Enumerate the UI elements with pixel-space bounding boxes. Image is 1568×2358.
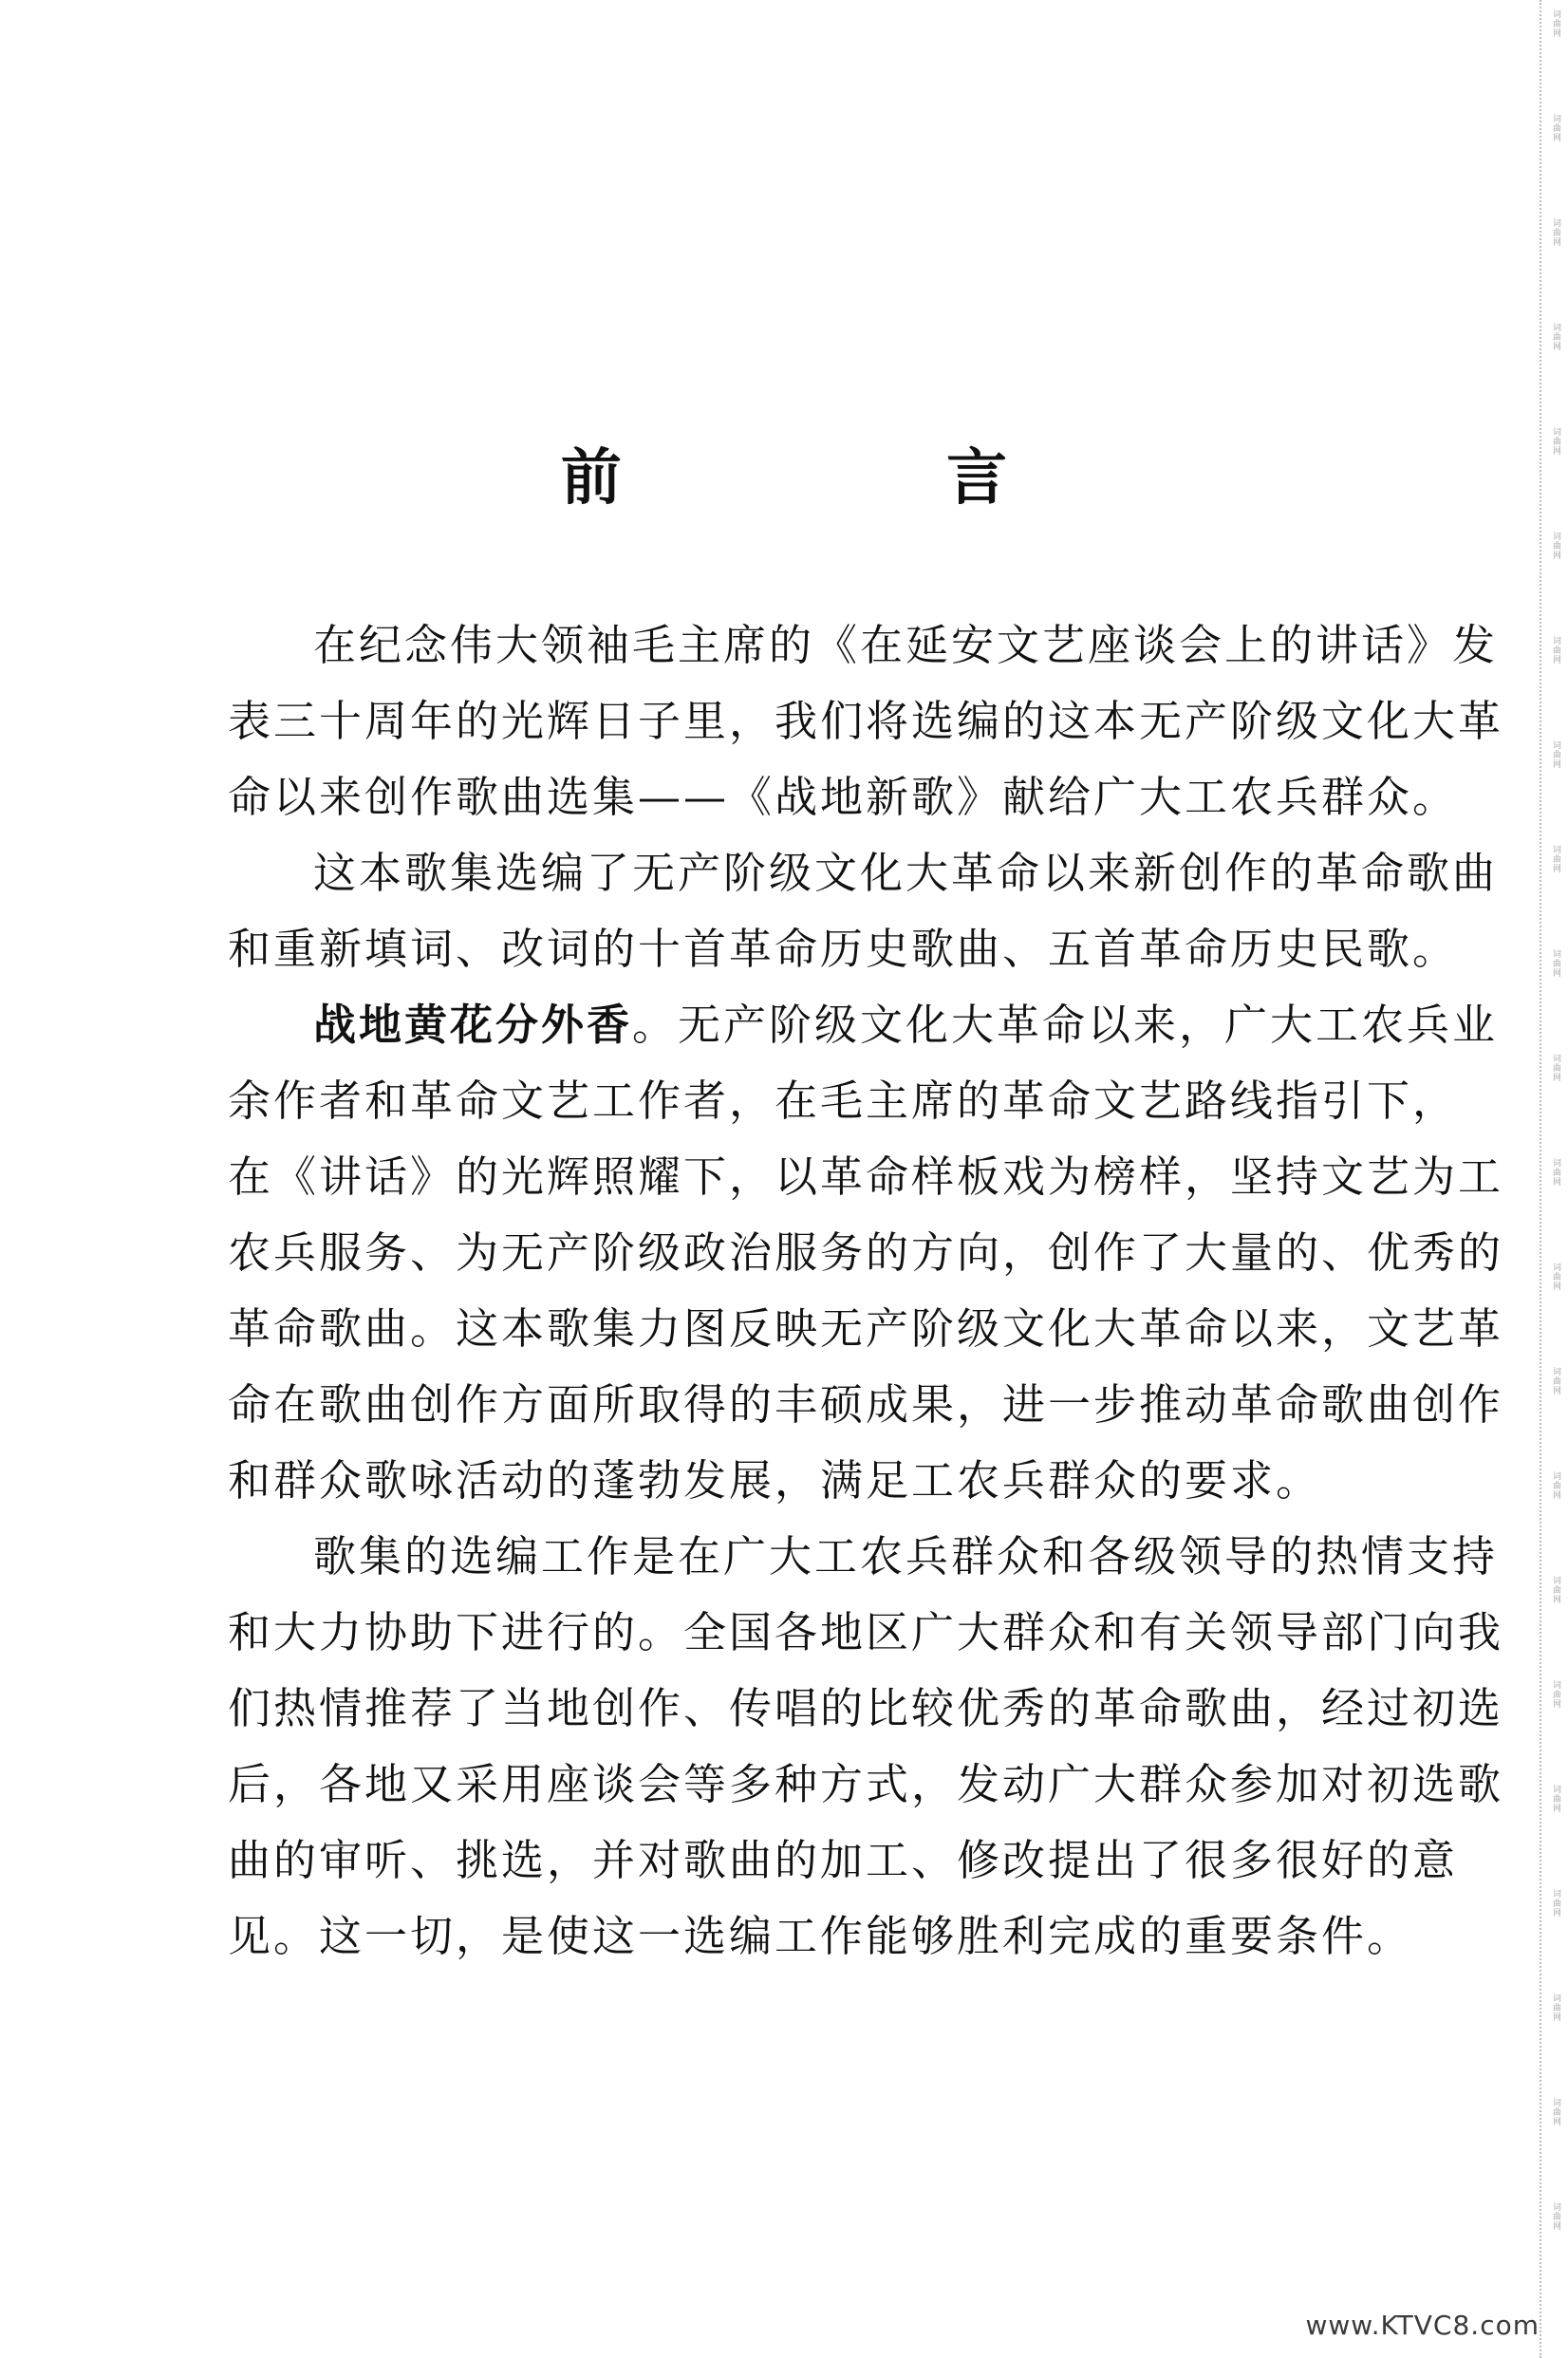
side-watermark: 词曲网	[1551, 1993, 1560, 2022]
text-line: 歌集的选编工作是在广大工农兵群众和各级领导的热情支持	[313, 1531, 1499, 1581]
side-watermark: 词曲网	[1551, 2202, 1560, 2231]
text-line: 在《讲话》的光辉照耀下，以革命样板戏为榜样，坚持文艺为工	[228, 1151, 1504, 1202]
text-line: 命以来创作歌曲选集——《战地新歌》献给广大工农兵群众。	[228, 772, 1459, 822]
side-watermark: 词曲网	[1551, 532, 1560, 560]
text-line: 在纪念伟大领袖毛主席的《在延安文艺座谈会上的讲话》发	[313, 620, 1499, 670]
text-line: 和大力协助下进行的。全国各地区广大群众和有关领导部门向我	[228, 1607, 1504, 1657]
text-line: 表三十周年的光辉日子里，我们将选编的这本无产阶级文化大革	[228, 696, 1504, 746]
page-title: 前 言	[560, 442, 1160, 514]
side-watermark: 词曲网	[1551, 2098, 1560, 2126]
side-watermark: 词曲网	[1551, 1576, 1560, 1604]
side-watermark: 词曲网	[1551, 1054, 1560, 1082]
side-watermark: 词曲网	[1551, 218, 1560, 247]
text-line: 余作者和革命文艺工作者，在毛主席的革命文艺路线指引下，	[228, 1076, 1459, 1126]
side-watermark: 词曲网	[1551, 1158, 1560, 1187]
side-margin-strip	[1540, 0, 1568, 2358]
watermark-url: www.KTVC8.com	[1305, 2310, 1540, 2341]
side-watermark: 词曲网	[1551, 323, 1560, 351]
side-watermark: 词曲网	[1551, 1367, 1560, 1395]
side-watermark: 词曲网	[1551, 845, 1560, 873]
side-watermark: 词曲网	[1551, 949, 1560, 978]
text-line-rest: 。无产阶级文化大革命以来，广大工农兵业	[632, 1000, 1499, 1050]
text-line	[228, 987, 1499, 1063]
text-line: 革命歌曲。这本歌集力图反映无产阶级文化大革命以来，文艺革	[228, 1303, 1504, 1354]
text-line: 后，各地又采用座谈会等多种方式，发动广大群众参加对初选歌	[228, 1759, 1504, 1809]
side-watermark: 词曲网	[1551, 1680, 1560, 1709]
text-line: 们热情推荐了当地创作、传唱的比较优秀的革命歌曲，经过初选	[228, 1683, 1504, 1733]
side-watermark: 词曲网	[1551, 740, 1560, 769]
side-watermark: 词曲网	[1551, 636, 1560, 664]
text-line: 这本歌集选编了无产阶级文化大革命以来新创作的革命歌曲	[313, 848, 1499, 898]
side-watermark: 词曲网	[1551, 9, 1560, 38]
side-watermark: 词曲网	[1551, 1785, 1560, 1813]
text-line: 见。这一切，是使这一选编工作能够胜利完成的重要条件。	[228, 1911, 1413, 1961]
bold-lead-phrase: 战地黄花分外香	[313, 1000, 633, 1050]
text-line: 和群众歌咏活动的蓬勃发展，满足工农兵群众的要求。	[228, 1455, 1322, 1506]
text-line: 和重新填词、改词的十首革命历史歌曲、五首革命历史民歌。	[228, 924, 1459, 974]
side-watermark: 词曲网	[1551, 1471, 1560, 1500]
paragraph-4	[228, 1519, 1504, 1974]
side-watermark: 词曲网	[1551, 427, 1560, 456]
text-line: 命在歌曲创作方面所取得的丰硕成果，进一步推动革命歌曲创作	[228, 1379, 1504, 1430]
text-line: 曲的审听、挑选，并对歌曲的加工、修改提出了很多很好的意	[228, 1835, 1459, 1885]
side-watermark: 词曲网	[1551, 114, 1560, 142]
side-watermark: 词曲网	[1551, 1889, 1560, 1918]
paragraph-3	[228, 987, 1504, 1519]
preface-body	[228, 608, 1504, 1974]
paragraph-1	[228, 608, 1504, 835]
paragraph-2	[228, 835, 1499, 987]
side-watermark: 词曲网	[1551, 1263, 1560, 1291]
text-line: 农兵服务、为无产阶级政治服务的方向，创作了大量的、优秀的	[228, 1227, 1504, 1278]
